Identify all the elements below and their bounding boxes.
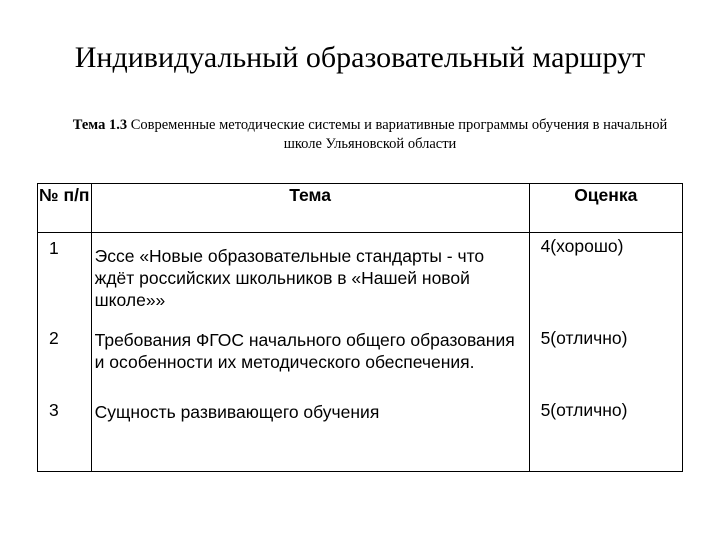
row-topic: Требования ФГОС начального общего образования и особенности их методического обеспечения. bbox=[91, 325, 529, 399]
row-grade: 4(хорошо) bbox=[529, 233, 682, 326]
header-topic: Тема bbox=[91, 184, 529, 233]
row-number: 2 bbox=[38, 325, 92, 399]
row-topic: Сущность развивающего обучения bbox=[91, 399, 529, 472]
table-row bbox=[38, 325, 683, 399]
row-number: 3 bbox=[38, 399, 92, 472]
table-header-row bbox=[38, 184, 683, 233]
subtitle-text: Современные методические системы и вариативные программы обучения в начальной школе Ульяновской области bbox=[127, 117, 668, 152]
header-grade: Оценка bbox=[529, 184, 682, 233]
page-title: Индивидуальный образовательный маршрут bbox=[74, 41, 646, 74]
subtitle bbox=[70, 116, 670, 154]
header-number: № п/п bbox=[38, 184, 92, 233]
row-grade: 5(отлично) bbox=[529, 325, 682, 399]
row-grade: 5(отлично) bbox=[529, 399, 682, 472]
row-number: 1 bbox=[38, 233, 92, 326]
route-table bbox=[37, 183, 683, 472]
table-row bbox=[38, 233, 683, 326]
table-row bbox=[38, 399, 683, 472]
row-topic: Эссе «Новые образовательные стандарты - что ждёт российских школьников в «Нашей новой школе»» bbox=[91, 233, 529, 326]
subtitle-label: Тема 1.3 bbox=[72, 117, 128, 133]
